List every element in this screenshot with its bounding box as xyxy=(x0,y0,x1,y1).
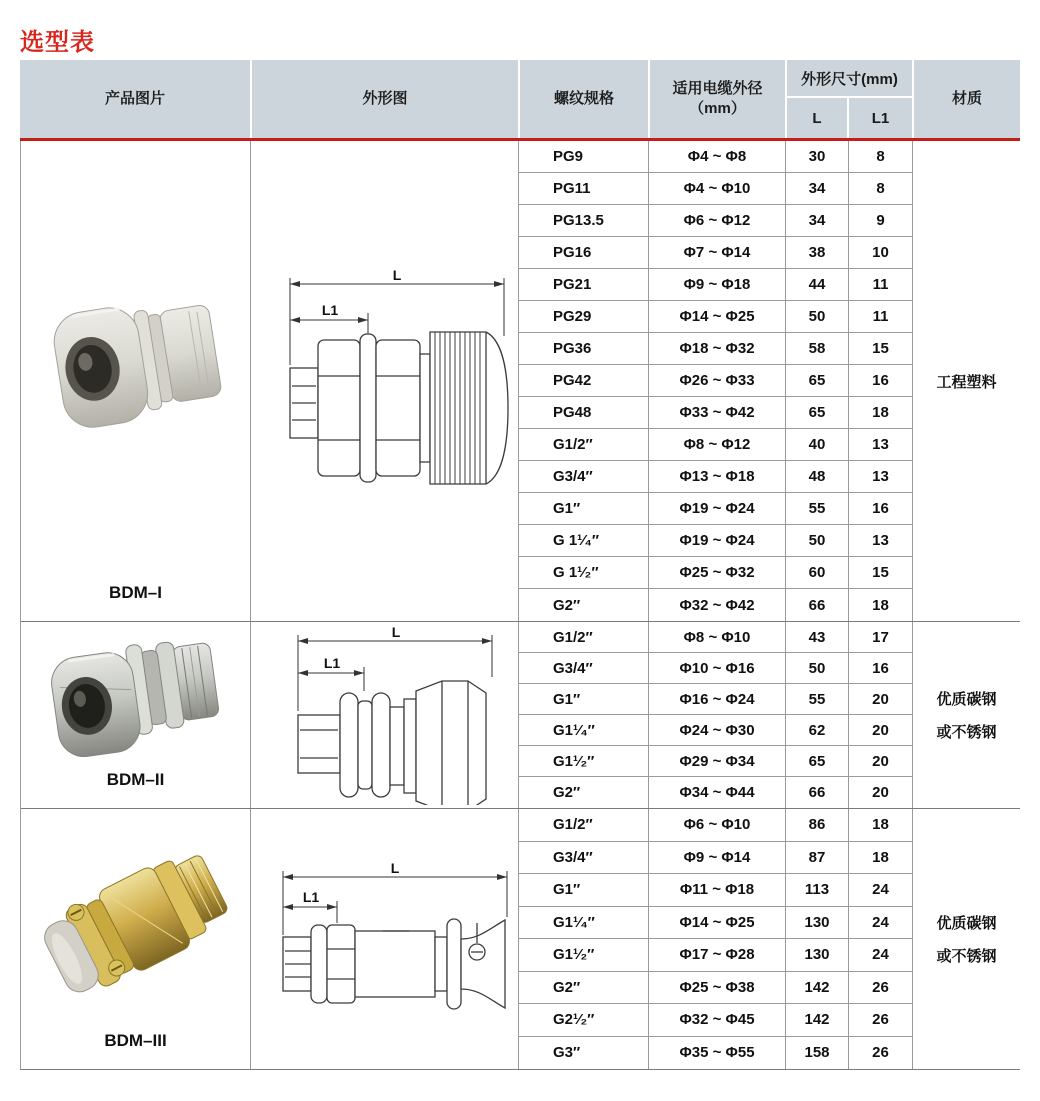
table-row xyxy=(519,333,913,365)
header-cable-od-line1: 适用电缆外径 xyxy=(672,79,763,97)
thread-spec-cell: G1¹⁄₄″ xyxy=(519,715,649,745)
table-row xyxy=(519,622,913,653)
bdm-2-material xyxy=(913,622,1020,808)
material-line: 优质碳钢 xyxy=(936,691,997,708)
cable-od-cell: Φ6 ~ Φ10 xyxy=(649,809,786,841)
header-dimensions-group xyxy=(785,60,912,138)
dim-l1-cell: 20 xyxy=(849,684,913,714)
dim-l1-cell: 16 xyxy=(849,493,913,524)
dim-l1-cell: 20 xyxy=(849,746,913,776)
dim-l1-cell: 15 xyxy=(849,333,913,364)
dim-l1-cell: 11 xyxy=(849,269,913,300)
thread-spec-cell: G2″ xyxy=(519,777,649,808)
table-row xyxy=(519,429,913,461)
dim-l-cell: 38 xyxy=(786,237,849,268)
dim-l-cell: 65 xyxy=(786,365,849,396)
bdm-2-product-photo xyxy=(48,631,224,761)
dim-l-cell: 48 xyxy=(786,461,849,492)
table-row xyxy=(519,525,913,557)
table-row xyxy=(519,237,913,269)
material-line: 优质碳钢 xyxy=(936,915,997,932)
thread-spec-cell: PG48 xyxy=(519,397,649,428)
dim-l1-cell: 26 xyxy=(849,972,913,1004)
bdm-2-rows xyxy=(519,622,913,808)
thread-spec-cell: PG16 xyxy=(519,237,649,268)
cable-od-cell: Φ11 ~ Φ18 xyxy=(649,874,786,906)
dim-l-cell: 40 xyxy=(786,429,849,460)
thread-spec-cell: G1¹⁄₂″ xyxy=(519,746,649,776)
dim-l1-cell: 15 xyxy=(849,557,913,588)
cable-od-cell: Φ8 ~ Φ10 xyxy=(649,622,786,652)
cable-od-cell: Φ13 ~ Φ18 xyxy=(649,461,786,492)
cable-od-cell: Φ29 ~ Φ34 xyxy=(649,746,786,776)
thread-spec-cell: G1″ xyxy=(519,874,649,906)
table-row xyxy=(519,493,913,525)
section-bdm-3 xyxy=(21,808,1020,1069)
header-thread-spec: 螺纹规格 xyxy=(518,60,648,138)
thread-spec-cell: PG11 xyxy=(519,173,649,204)
bdm-3-rows xyxy=(519,809,913,1069)
thread-spec-cell: G1/2″ xyxy=(519,622,649,652)
model-label-bdm-3: BDM–III xyxy=(104,1031,167,1050)
dim-l1-cell: 18 xyxy=(849,397,913,428)
cable-od-cell: Φ25 ~ Φ32 xyxy=(649,557,786,588)
dim-l1-cell: 8 xyxy=(849,141,913,172)
dim-l1-cell: 24 xyxy=(849,907,913,939)
table-row xyxy=(519,1004,913,1037)
thread-spec-cell: PG42 xyxy=(519,365,649,396)
cable-od-cell: Φ32 ~ Φ45 xyxy=(649,1004,786,1036)
thread-spec-cell: PG13.5 xyxy=(519,205,649,236)
dim-l-cell: 65 xyxy=(786,397,849,428)
header-cable-od xyxy=(648,60,785,138)
dim-l-label: L xyxy=(392,268,401,283)
dim-l1-cell: 13 xyxy=(849,429,913,460)
cable-od-cell: Φ18 ~ Φ32 xyxy=(649,333,786,364)
bdm-2-drawing-cell xyxy=(251,622,519,808)
thread-spec-cell: G2¹⁄₂″ xyxy=(519,1004,649,1036)
thread-spec-cell: G1¹⁄₂″ xyxy=(519,939,649,971)
dim-l-cell: 58 xyxy=(786,333,849,364)
bdm-1-rows xyxy=(519,141,913,621)
dim-l-cell: 66 xyxy=(786,777,849,808)
table-row xyxy=(519,205,913,237)
thread-spec-cell: G1″ xyxy=(519,684,649,714)
dim-l1-cell: 9 xyxy=(849,205,913,236)
dim-l-cell: 43 xyxy=(786,622,849,652)
model-label-bdm-2: BDM–II xyxy=(106,770,165,789)
dim-l-cell: 65 xyxy=(786,746,849,776)
dim-l-cell: 50 xyxy=(786,653,849,683)
cable-od-cell: Φ10 ~ Φ16 xyxy=(649,653,786,683)
dim-l-cell: 34 xyxy=(786,205,849,236)
dim-l-cell: 30 xyxy=(786,141,849,172)
table-row xyxy=(519,141,913,173)
thread-spec-cell: G 1¹⁄₄″ xyxy=(519,525,649,556)
cable-od-cell: Φ7 ~ Φ14 xyxy=(649,237,786,268)
material-line: 或不锈钢 xyxy=(936,948,997,965)
table-row xyxy=(519,1037,913,1070)
dim-l-cell: 55 xyxy=(786,684,849,714)
dim-l-cell: 142 xyxy=(786,1004,849,1036)
dim-l-cell: 87 xyxy=(786,842,849,874)
bdm-3-drawing-cell xyxy=(251,809,519,1069)
table-row xyxy=(519,972,913,1005)
cable-od-cell: Φ24 ~ Φ30 xyxy=(649,715,786,745)
cable-od-cell: Φ14 ~ Φ25 xyxy=(649,907,786,939)
dim-l1-cell: 16 xyxy=(849,653,913,683)
section-bdm-1 xyxy=(21,141,1020,621)
bdm-3-photo-cell xyxy=(21,809,251,1069)
table-row xyxy=(519,365,913,397)
cable-od-cell: Φ32 ~ Φ42 xyxy=(649,589,786,621)
dim-l-cell: 50 xyxy=(786,525,849,556)
dim-l1-cell: 13 xyxy=(849,461,913,492)
bdm-3-material xyxy=(913,809,1020,1069)
table-row xyxy=(519,907,913,940)
table-row xyxy=(519,746,913,777)
bdm-1-product-photo xyxy=(50,280,222,444)
bdm-2-outline-drawing xyxy=(290,625,502,805)
dim-l-cell: 142 xyxy=(786,972,849,1004)
dim-l-cell: 113 xyxy=(786,874,849,906)
thread-spec-cell: G3″ xyxy=(519,1037,649,1070)
thread-spec-cell: PG36 xyxy=(519,333,649,364)
cable-od-cell: Φ25 ~ Φ38 xyxy=(649,972,786,1004)
bdm-1-outline-drawing xyxy=(280,268,512,494)
thread-spec-cell: PG29 xyxy=(519,301,649,332)
dim-l-cell: 62 xyxy=(786,715,849,745)
table-row xyxy=(519,939,913,972)
model-label-bdm-1: BDM–I xyxy=(109,583,162,602)
cable-od-cell: Φ4 ~ Φ8 xyxy=(649,141,786,172)
dim-l-cell: 66 xyxy=(786,589,849,621)
dim-l-cell: 158 xyxy=(786,1037,849,1070)
section-bdm-2 xyxy=(21,621,1020,808)
dim-l1-cell: 20 xyxy=(849,777,913,808)
header-cable-od-line2: （mm） xyxy=(689,100,746,117)
thread-spec-cell: G2″ xyxy=(519,589,649,621)
table-row xyxy=(519,589,913,621)
dim-l-label: L xyxy=(391,625,400,640)
dim-l1-label: L1 xyxy=(323,655,340,671)
dim-l1-cell: 20 xyxy=(849,715,913,745)
table-body xyxy=(20,141,1020,1070)
table-row xyxy=(519,557,913,589)
bdm-3-product-photo xyxy=(41,834,231,1006)
table-row xyxy=(519,397,913,429)
dim-l-cell: 55 xyxy=(786,493,849,524)
cable-od-cell: Φ8 ~ Φ12 xyxy=(649,429,786,460)
dim-l-cell: 130 xyxy=(786,907,849,939)
dim-l1-label: L1 xyxy=(321,302,338,318)
table-row xyxy=(519,777,913,808)
cable-od-cell: Φ9 ~ Φ18 xyxy=(649,269,786,300)
thread-spec-cell: G 1¹⁄₂″ xyxy=(519,557,649,588)
dim-l-cell: 34 xyxy=(786,173,849,204)
dim-l1-cell: 18 xyxy=(849,842,913,874)
bdm-1-material xyxy=(913,141,1020,621)
dim-l1-label: L1 xyxy=(302,889,319,905)
cable-od-cell: Φ35 ~ Φ55 xyxy=(649,1037,786,1070)
header-product-image: 产品图片 xyxy=(104,89,165,107)
thread-spec-cell: G3/4″ xyxy=(519,842,649,874)
thread-spec-cell: G1¹⁄₄″ xyxy=(519,907,649,939)
dim-l1-cell: 26 xyxy=(849,1037,913,1070)
dim-l1-cell: 26 xyxy=(849,1004,913,1036)
selection-table xyxy=(20,60,1020,1070)
dim-l1-cell: 13 xyxy=(849,525,913,556)
dim-l-cell: 130 xyxy=(786,939,849,971)
cable-od-cell: Φ19 ~ Φ24 xyxy=(649,493,786,524)
page-title: 选型表 xyxy=(20,29,95,56)
table-row xyxy=(519,301,913,333)
thread-spec-cell: G1/2″ xyxy=(519,809,649,841)
cable-od-cell: Φ19 ~ Φ24 xyxy=(649,525,786,556)
table-row xyxy=(519,269,913,301)
cable-od-cell: Φ16 ~ Φ24 xyxy=(649,684,786,714)
dim-l-cell: 86 xyxy=(786,809,849,841)
dim-l-cell: 44 xyxy=(786,269,849,300)
cable-od-cell: Φ26 ~ Φ33 xyxy=(649,365,786,396)
table-row xyxy=(519,874,913,907)
thread-spec-cell: G2″ xyxy=(519,972,649,1004)
table-row xyxy=(519,653,913,684)
dim-l1-cell: 24 xyxy=(849,874,913,906)
bdm-3-outline-drawing xyxy=(277,863,515,1015)
bdm-1-drawing-cell xyxy=(251,141,519,621)
bdm-1-photo-cell xyxy=(21,141,251,621)
header-outline-drawing: 外形图 xyxy=(250,60,518,138)
bdm-2-photo-cell xyxy=(21,622,251,808)
thread-spec-cell: PG9 xyxy=(519,141,649,172)
dim-l1-cell: 16 xyxy=(849,365,913,396)
dim-l1-cell: 24 xyxy=(849,939,913,971)
table-row xyxy=(519,715,913,746)
dim-l1-cell: 11 xyxy=(849,301,913,332)
cable-od-cell: Φ34 ~ Φ44 xyxy=(649,777,786,808)
cable-od-cell: Φ17 ~ Φ28 xyxy=(649,939,786,971)
dim-l-cell: 50 xyxy=(786,301,849,332)
table-row xyxy=(519,842,913,875)
cable-od-cell: Φ9 ~ Φ14 xyxy=(649,842,786,874)
thread-spec-cell: PG21 xyxy=(519,269,649,300)
table-row xyxy=(519,461,913,493)
table-row xyxy=(519,809,913,842)
dim-l1-cell: 8 xyxy=(849,173,913,204)
dim-l1-cell: 17 xyxy=(849,622,913,652)
dim-l1-cell: 18 xyxy=(849,809,913,841)
material-line: 工程塑料 xyxy=(936,373,997,391)
header-material: 材质 xyxy=(912,60,1020,138)
table-row xyxy=(519,173,913,205)
dim-l1-cell: 18 xyxy=(849,589,913,621)
header-dim-l1: L1 xyxy=(871,109,890,127)
header-dim-l: L xyxy=(787,98,849,138)
thread-spec-cell: G3/4″ xyxy=(519,653,649,683)
dim-l1-cell: 10 xyxy=(849,237,913,268)
cable-od-cell: Φ6 ~ Φ12 xyxy=(649,205,786,236)
cable-od-cell: Φ14 ~ Φ25 xyxy=(649,301,786,332)
thread-spec-cell: G1″ xyxy=(519,493,649,524)
material-line: 或不锈钢 xyxy=(936,724,997,741)
cable-od-cell: Φ4 ~ Φ10 xyxy=(649,173,786,204)
header-dimensions-title: 外形尺寸(mm) xyxy=(787,60,912,98)
dim-l-label: L xyxy=(390,863,399,876)
cable-od-cell: Φ33 ~ Φ42 xyxy=(649,397,786,428)
thread-spec-cell: G1/2″ xyxy=(519,429,649,460)
table-row xyxy=(519,684,913,715)
thread-spec-cell: G3/4″ xyxy=(519,461,649,492)
dim-l-cell: 60 xyxy=(786,557,849,588)
table-header xyxy=(20,60,1020,138)
